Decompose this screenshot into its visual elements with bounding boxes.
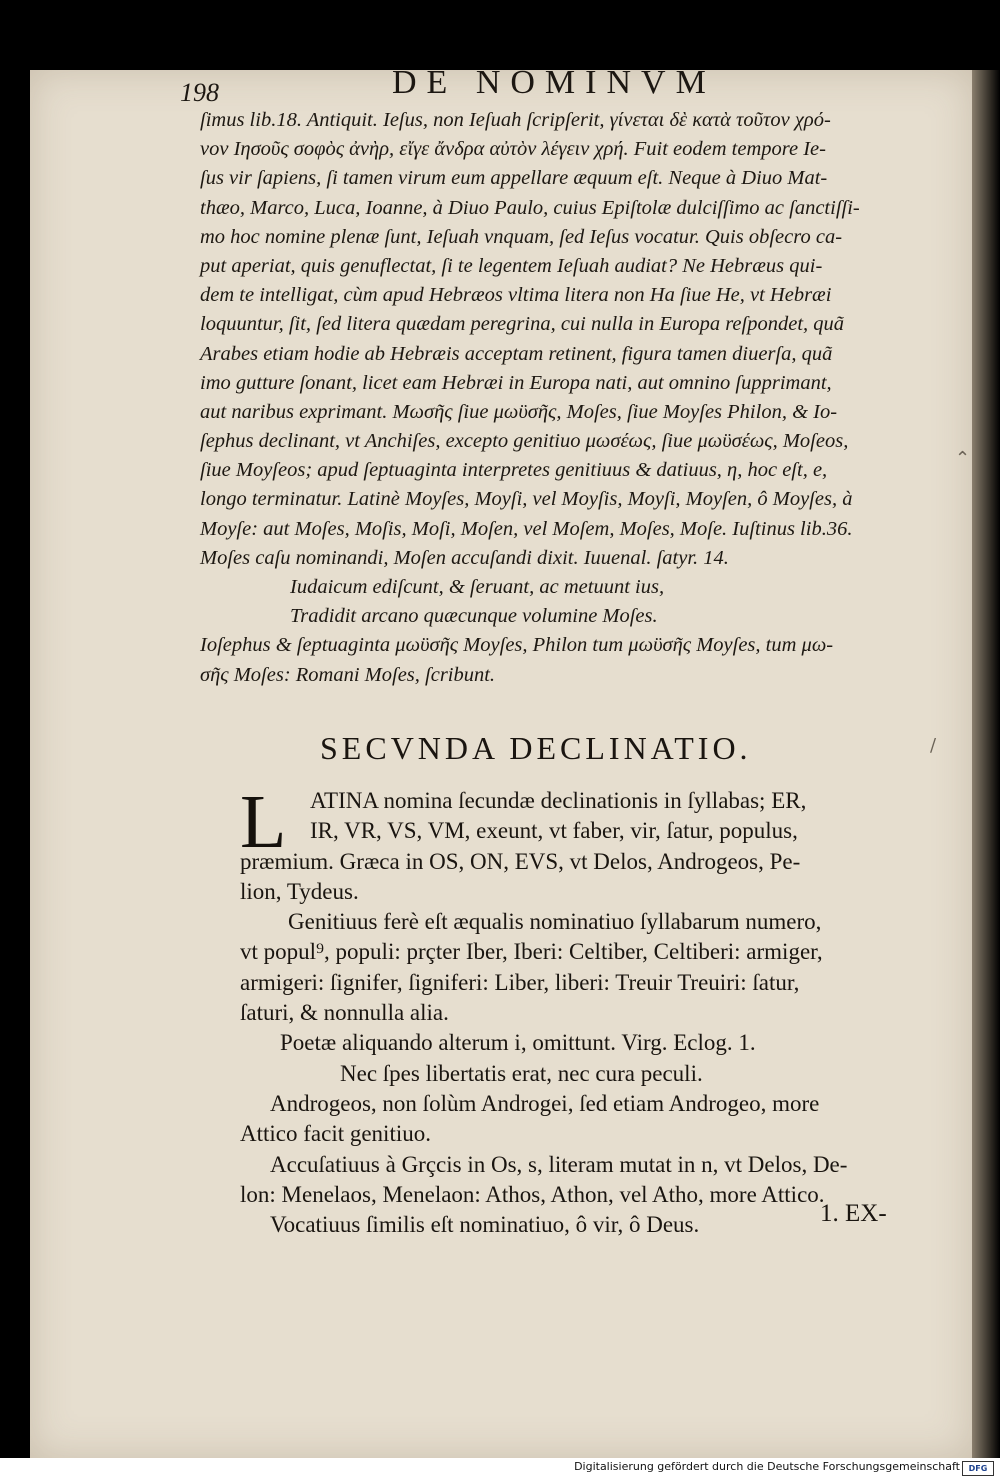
body-line: Poetæ aliquando alterum i, omittunt. Virg. Eclog. 1. [280, 1030, 756, 1056]
notes-line: dem te intelligat, cùm apud Hebræos vltima litera non Ha ſiue He, vt Hebræi [200, 284, 832, 307]
notes-line: ſiue Moyſeos; apud ſeptuaginta interpretes genitiuus & datiuus, η, hoc eſt, e, [200, 459, 828, 482]
notes-line: Moyſe: aut Moſes, Moſis, Moſi, Moſen, vel Moſem, Moſes, Moſe. Iuſtinus lib.36. [200, 517, 853, 540]
notes-line: loquuntur, ſit, ſed litera quædam peregrina, cui nulla in Europa reſpondet, quã [200, 313, 845, 336]
notes-line: νον Ιησοῦς σοφὸς ἀνὴρ, εἴγε ἄνδρα αὐτὸν λέγειν χρή. Fuit eodem tempore Ie- [200, 138, 826, 161]
notes-line: ſimus lib.18. Antiquit. Ieſus, non Ieſuah ſcripſerit, γίνεται δὲ κατὰ τοῦτον χρό- [200, 109, 831, 131]
notes-line: mo hoc nomine plenæ ſunt, Ieſuah vnquam, ſed Ieſus vocatur. Quis obſecro ca- [200, 225, 843, 248]
body-line: Genitiuus ferè eſt æqualis nominatiuo ſyllabarum numero, [288, 909, 822, 935]
notes-line: put aperiat, quis genuflectat, ſi te legentem Ieſuah audiat? Ne Hebræus qui- [200, 254, 823, 277]
body-line: Androgeos, non ſolùm Androgei, ſed etiam Androgeo, more [270, 1090, 820, 1116]
body-line: armigeri: ſignifer, ſigniferi: Liber, liberi: Treuir Treuiri: ſatur, [240, 969, 800, 995]
dfg-logo-icon: DFG [962, 1461, 994, 1476]
page-number: 198 [180, 78, 219, 107]
drop-cap: L [240, 780, 287, 864]
verse-line: Tradidit arcano quæcunque volumine Moſes. [290, 605, 658, 628]
body-line: Accuſatiuus à Grçcis in Os, s, literam mutat in n, vt Delos, De- [270, 1151, 848, 1177]
body-line: lion, Tydeus. [240, 878, 359, 904]
page-mark: ⌃ [955, 448, 971, 469]
body-line: lon: Menelaos, Menelaon: Athos, Athon, vel Atho, more Attico. [240, 1181, 825, 1207]
body-line: Vocatiuus ſimilis eſt nominatiuo, ô vir, ô Deus. [270, 1212, 700, 1238]
running-head: DE NOMINVM [392, 64, 716, 101]
body-line: præmium. Græca in OS, ON, EVS, vt Delos, Androgeos, Pe- [240, 848, 801, 874]
page-edge [972, 70, 1000, 1458]
verse-line: Iudaicum ediſcunt, & ſeruant, ac metuunt ius, [290, 576, 665, 598]
notes-line: σῆς Moſes: Romani Moſes, ſcribunt. [200, 663, 496, 686]
notes-line: thæo, Marco, Luca, Ioanne, à Diuo Paulo, cuius Epiſtolæ dulciſſimo ac ſanctiſſi- [200, 196, 860, 219]
digitization-footer [0, 1458, 1000, 1478]
body-line: Nec ſpes libertatis erat, nec cura peculi. [340, 1060, 703, 1086]
catchword: 1. EX- [820, 1200, 887, 1227]
notes-block [200, 106, 925, 690]
body-text [240, 780, 930, 1240]
body-line: ATINA nomina ſecundæ declinationis in ſyllabas; ER, [310, 788, 807, 813]
body-line: Attico facit genitiuo. [240, 1121, 431, 1147]
notes-line: ſus vir ſapiens, ſi tamen virum eum appellare æquum eſt. Neque à Diuo Mat- [200, 167, 828, 190]
section-heading: SECVNDA DECLINATIO. [320, 730, 752, 766]
page-mark: / [930, 735, 937, 756]
notes-line: aut naribus exprimant. Μωσῆς ſiue μωϋσῆς, Moſes, ſiue Moyſes Philon, & Io- [200, 400, 838, 423]
notes-line: imo gutture ſonant, licet eam Hebræi in Europa nati, aut omnino ſupprimant, [200, 371, 832, 394]
notes-line: ſephus declinant, vt Anchiſes, excepto genitiuo μωσέως, ſiue μωϋσέως, Moſeos, [200, 430, 849, 453]
notes-line: Arabes etiam hodie ab Hebræis acceptam retinent, figura tamen diuerſa, quã [200, 342, 833, 365]
notes-line: longo terminatur. Latinè Moyſes, Moyſi, vel Moyſis, Moyſi, Moyſen, ô Moyſes, à [200, 488, 853, 511]
page-header [180, 64, 920, 107]
body-line: ſaturi, & nonnulla alia. [240, 1000, 449, 1026]
notes-line: Moſes caſu nominandi, Moſen accuſandi dixit. Iuuenal. ſatyr. 14. [200, 546, 729, 569]
footer-credit: Digitalisierung gefördert durch die Deutsche Forschungsgemeinschaft [574, 1460, 960, 1473]
notes-line: Ioſephus & ſeptuaginta μωϋσῆς Moyſes, Philon tum μωϋσῆς Moyſes, tum μω- [200, 634, 834, 657]
body-line: IR, VR, VS, VM, exeunt, vt faber, vir, ſatur, populus, [310, 818, 798, 844]
body-line: vt popul⁹, populi: prçter Iber, Iberi: Celtiber, Celtiberi: armiger, [240, 939, 823, 965]
